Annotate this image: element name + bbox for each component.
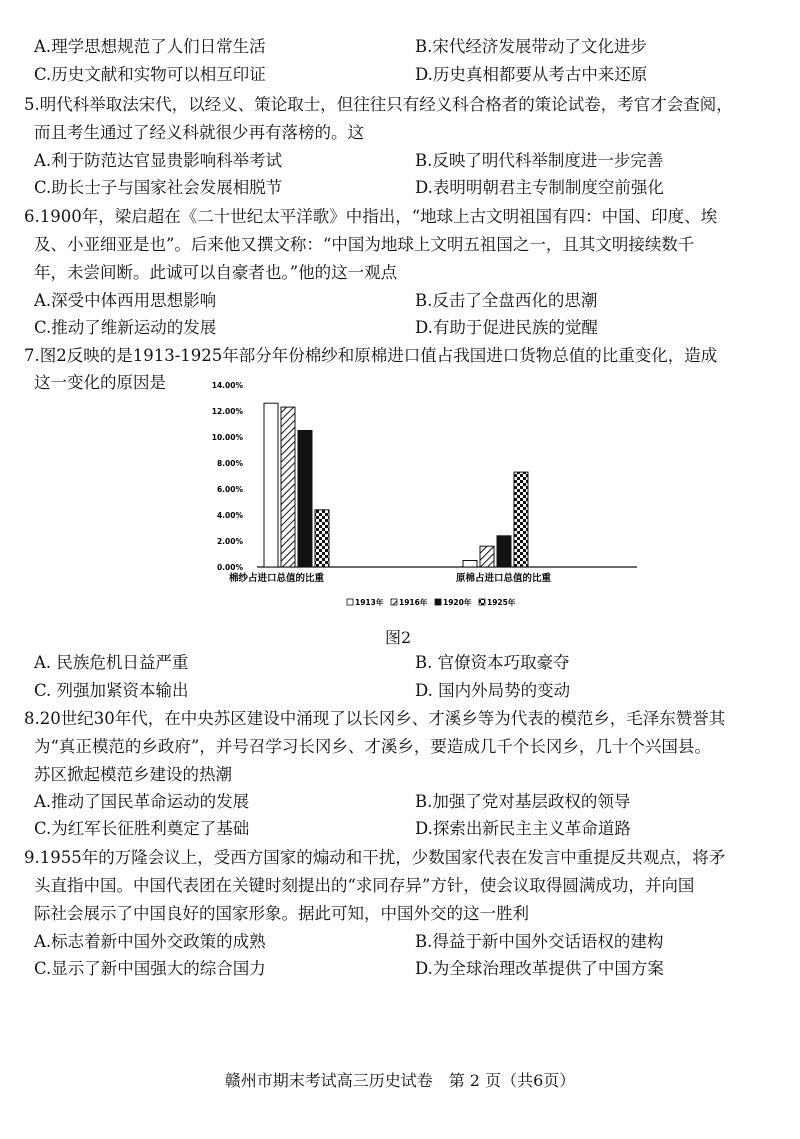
legend-label: 1913年 — [355, 598, 384, 607]
q7-stem-line1: 7.图2反映的是1913-1925年部分年份棉纱和原棉进口值占我国进口货物总值的比重变化，造成 — [24, 346, 718, 365]
y-tick-label: 10.00% — [211, 433, 243, 442]
q5-stem-line1: 5.明代科举取法宋代，以经义、策论取士，但往往只有经义科合格者的策论试卷，考官才会查阅， — [24, 95, 733, 114]
legend-swatch — [347, 599, 353, 605]
x-category-label: 原棉占进口总值的比重 — [455, 573, 552, 584]
q5-option-a: A.利于防范达官显贵影响科举考试 — [34, 151, 283, 170]
legend-swatch — [391, 599, 397, 605]
y-tick-label: 12.00% — [211, 407, 243, 416]
y-tick-label: 2.00% — [216, 537, 243, 546]
y-tick-label: 0.00% — [216, 563, 243, 572]
bar-1913年-cotton-yarn — [264, 403, 278, 567]
q5-option-c: C.助长士子与国家社会发展相脱节 — [34, 178, 283, 197]
page-footer: 赣州市期末考试高三历史试卷 第 2 页（共6页） — [224, 1071, 576, 1090]
q6-option-c: C.推动了维新运动的发展 — [34, 318, 217, 337]
q5-stem-line2: 而且考生通过了经义科就很少再有落榜的。这 — [34, 123, 364, 142]
q6-option-b: B.反击了全盘西化的思潮 — [415, 291, 598, 310]
q8-option-c: C.为红军长征胜利奠定了基础 — [34, 819, 250, 838]
q7-option-b: B. 官僚资本巧取豪夺 — [415, 653, 570, 672]
q8-option-d: D.探索出新民主主义革命道路 — [415, 819, 631, 838]
q8-stem-line3: 苏区掀起模范乡建设的热潮 — [34, 765, 232, 784]
q9-option-b: B.得益于新中国外交话语权的建构 — [415, 932, 664, 951]
legend-swatch — [479, 599, 485, 605]
y-tick-label: 8.00% — [216, 459, 243, 468]
q5-option-d: D.表明明朝君主专制制度空前强化 — [415, 178, 664, 197]
q4-option-d: D.历史真相都要从考古中来还原 — [415, 65, 648, 84]
q8-option-b: B.加强了党对基层政权的领导 — [415, 792, 631, 811]
q7-option-d: D. 国内外局势的变动 — [415, 681, 571, 700]
q9-option-a: A.标志着新中国外交政策的成熟 — [34, 932, 266, 951]
bar-1916年-cotton-yarn — [281, 407, 295, 567]
q9-stem-line1: 9.1955年的万隆会议上，受西方国家的煽动和干扰，少数国家代表在发言中重提反共观点，将矛 — [24, 848, 726, 867]
q5-option-b: B.反映了明代科举制度进一步完善 — [415, 151, 664, 170]
q7-option-a: A. 民族危机日益严重 — [34, 653, 189, 672]
bar-1925年-raw-cotton — [514, 472, 528, 567]
q7-stem-line2: 这一变化的原因是 — [34, 373, 166, 392]
bar-1920年-raw-cotton — [497, 536, 511, 567]
bar-1925年-cotton-yarn — [315, 510, 329, 567]
q6-option-d: D.有助于促进民族的觉醒 — [415, 318, 598, 337]
q7-option-c: C. 列强加紧资本输出 — [34, 681, 189, 700]
q6-stem-line3: 年，未尝间断。此诚可以自豪者也。”他的这一观点 — [34, 263, 398, 282]
import-share-bar-chart — [205, 375, 645, 620]
y-tick-label: 14.00% — [211, 381, 243, 390]
legend-label: 1916年 — [399, 598, 428, 607]
q4-option-b: B.宋代经济发展带动了文化进步 — [415, 37, 647, 56]
q6-stem-line1: 6.1900年，梁启超在《二十世纪太平洋歌》中指出，“地球上古文明祖国有四：中国、印度、埃 — [24, 207, 718, 226]
q9-option-d: D.为全球治理改革提供了中国方案 — [415, 959, 664, 978]
figure-caption: 图2 — [385, 628, 412, 647]
legend-label: 1920年 — [443, 598, 472, 607]
legend-label: 1925年 — [487, 598, 516, 607]
q6-stem-line2: 及、小亚细亚是也”。后来他又撰文称：“中国为地球上文明五祖国之一，且其文明接续数千 — [34, 235, 695, 254]
q4-option-c: C.历史文献和实物可以相互印证 — [34, 65, 266, 84]
q8-stem-line1: 8.20世纪30年代，在中央苏区建设中涌现了以长冈乡、才溪乡等为代表的模范乡，毛泽东赞誉其 — [24, 709, 726, 728]
q9-stem-line2: 头直指中国。中国代表团在关键时刻提出的“求同存异”方针，使会议取得圆满成功，并向国 — [34, 876, 695, 895]
q8-option-a: A.推动了国民革命运动的发展 — [34, 792, 250, 811]
q9-stem-line3: 际社会展示了中国良好的国家形象。据此可知，中国外交的这一胜利 — [34, 904, 529, 923]
q6-option-a: A.深受中体西用思想影响 — [34, 291, 217, 310]
y-tick-label: 6.00% — [216, 485, 243, 494]
legend-swatch — [435, 599, 441, 605]
y-tick-label: 4.00% — [216, 511, 243, 520]
bar-1913年-raw-cotton — [463, 561, 477, 568]
q9-option-c: C.显示了新中国强大的综合国力 — [34, 959, 266, 978]
q4-option-a: A.理学思想规范了人们日常生活 — [34, 37, 266, 56]
q8-stem-line2: 为“真正模范的乡政府”，并号召学习长冈乡、才溪乡，要造成几千个长冈乡，几十个兴国县。 — [34, 737, 711, 756]
bar-1916年-raw-cotton — [480, 546, 494, 567]
bar-1920年-cotton-yarn — [298, 431, 312, 568]
x-category-label: 棉纱占进口总值的比重 — [228, 573, 325, 584]
